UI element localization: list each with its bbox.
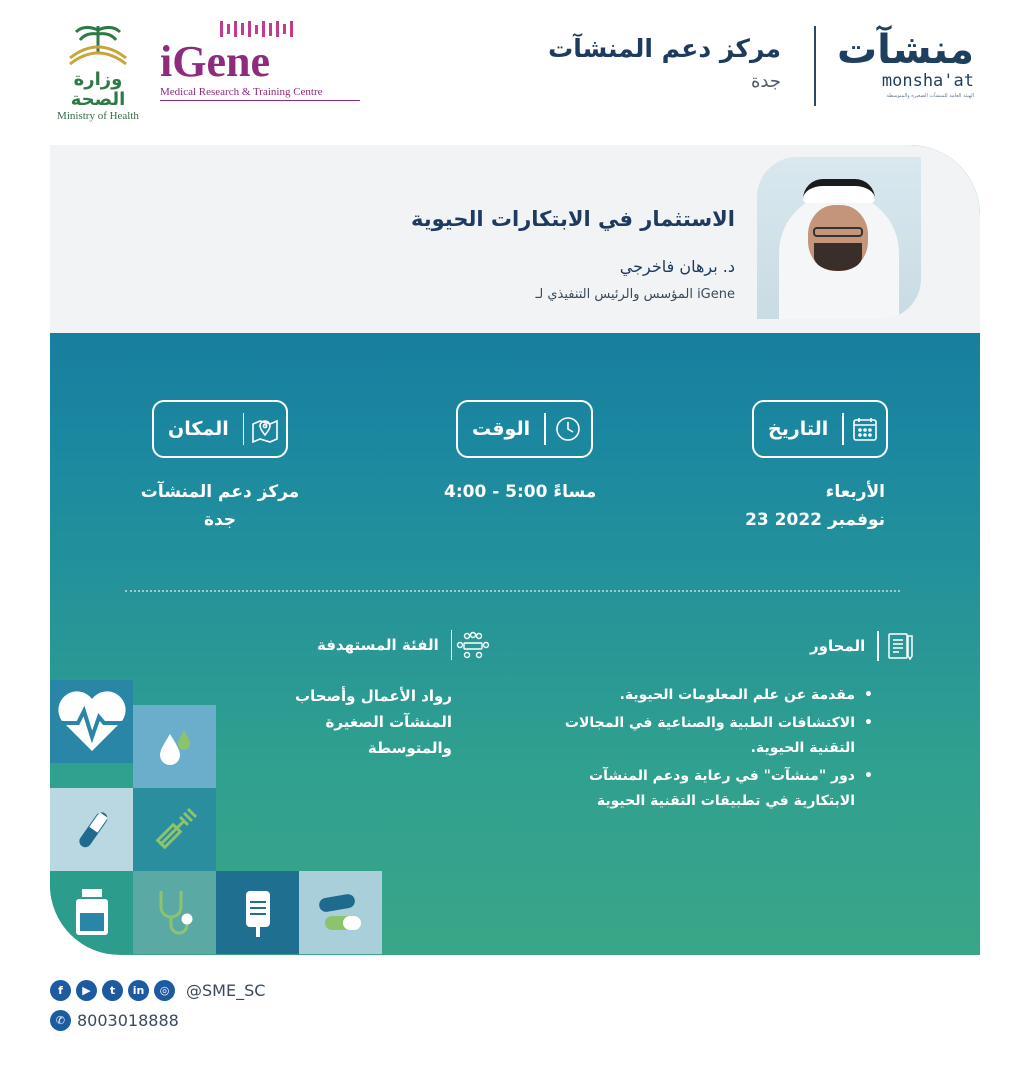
igene-logo — [160, 20, 360, 115]
dna-icon — [220, 20, 360, 38]
twitter-icon[interactable]: t — [102, 980, 123, 1001]
date-value: 23 نوفمبر 2022 — [745, 510, 885, 530]
social-links — [50, 980, 265, 1001]
date-box — [752, 400, 888, 458]
place-value-block — [135, 478, 305, 534]
palm-swords-icon — [44, 22, 152, 70]
moh-logo — [44, 22, 152, 122]
phone-icon: ✆ — [50, 1010, 71, 1031]
stethoscope-icon — [133, 871, 216, 954]
time-label: الوقت — [472, 418, 531, 440]
monshaat-logo-subtitle: الهيئة العامة للمنشآت الصغيرة والمتوسطة — [886, 93, 974, 99]
heart-rate-icon — [50, 680, 133, 763]
social-handle[interactable]: @SME_SC — [186, 981, 266, 1000]
date-label: التاريخ — [768, 418, 829, 440]
moh-logo-arabic: وزارة الصحة — [70, 69, 126, 110]
speaker-name: د. برهان فاخرجي — [619, 257, 735, 276]
event-title: الاستثمار في الابتكارات الحيوية — [411, 207, 735, 231]
axes-item: • الاكتشافات الطبية والصناعية في المجالات التقنية الحيوية. — [563, 711, 873, 761]
center-city: جدة — [750, 71, 781, 92]
place-city: جدة — [203, 510, 237, 530]
axes-item: • دور "منشآت" في رعاية ودعم المنشآت الابتكارية في تطبيقات التقنية الحيوية — [563, 764, 873, 814]
test-tube-icon — [50, 788, 133, 871]
phone-number[interactable]: 8003018888 — [77, 1011, 179, 1030]
linkedin-icon[interactable]: in — [128, 980, 149, 1001]
monshaat-logo-arabic: منشآت — [836, 27, 974, 73]
date-value-block — [745, 478, 885, 534]
group-meeting-icon — [452, 630, 494, 660]
axes-list — [563, 683, 873, 817]
place-box — [152, 400, 288, 458]
date-day: الأربعاء — [825, 482, 885, 502]
map-pin-icon — [244, 415, 286, 443]
target-text: رواد الأعمال وأصحاب المنشآت الصغيرة والمتوسطة — [295, 687, 452, 757]
axes-item: • مقدمة عن علم المعلومات الحيوية. — [563, 683, 873, 708]
moh-logo-english: Ministry of Health — [57, 110, 139, 122]
pills-icon — [299, 871, 382, 954]
time-box — [456, 400, 593, 458]
phone-block — [50, 1010, 179, 1031]
document-pen-icon — [879, 630, 921, 662]
place-label: المكان — [168, 418, 229, 440]
time-value: 4:00 - 5:00 مساءً — [444, 482, 597, 502]
monshaat-logo-english: monsha'at — [881, 71, 974, 91]
drops-icon — [133, 705, 216, 788]
section-divider — [125, 590, 900, 592]
axes-heading — [798, 630, 921, 662]
clock-icon — [546, 415, 591, 443]
syringe-icon — [133, 788, 216, 871]
header-divider — [814, 26, 816, 106]
place-value: مركز دعم المنشآت — [140, 482, 300, 502]
target-heading — [305, 630, 494, 660]
event-card — [50, 145, 980, 955]
center-title-block — [548, 34, 781, 92]
target-label: الفئة المستهدفة — [317, 636, 439, 654]
speaker-photo — [757, 157, 921, 319]
monshaat-logo — [834, 28, 974, 108]
axes-label: المحاور — [810, 637, 866, 655]
igene-logo-word: iGene — [160, 37, 270, 86]
igene-logo-tagline: Medical Research & Training Centre — [160, 86, 360, 101]
iv-bag-icon — [216, 871, 299, 954]
speaker-role: المؤسس والرئيس التنفيذي لـ iGene — [535, 287, 735, 302]
youtube-icon[interactable]: ▶ — [76, 980, 97, 1001]
calendar-icon — [844, 415, 886, 443]
center-title: مركز دعم المنشآت — [548, 34, 781, 63]
instagram-icon[interactable]: ◎ — [154, 980, 175, 1001]
medicine-bottle-icon — [50, 871, 133, 954]
facebook-icon[interactable]: f — [50, 980, 71, 1001]
